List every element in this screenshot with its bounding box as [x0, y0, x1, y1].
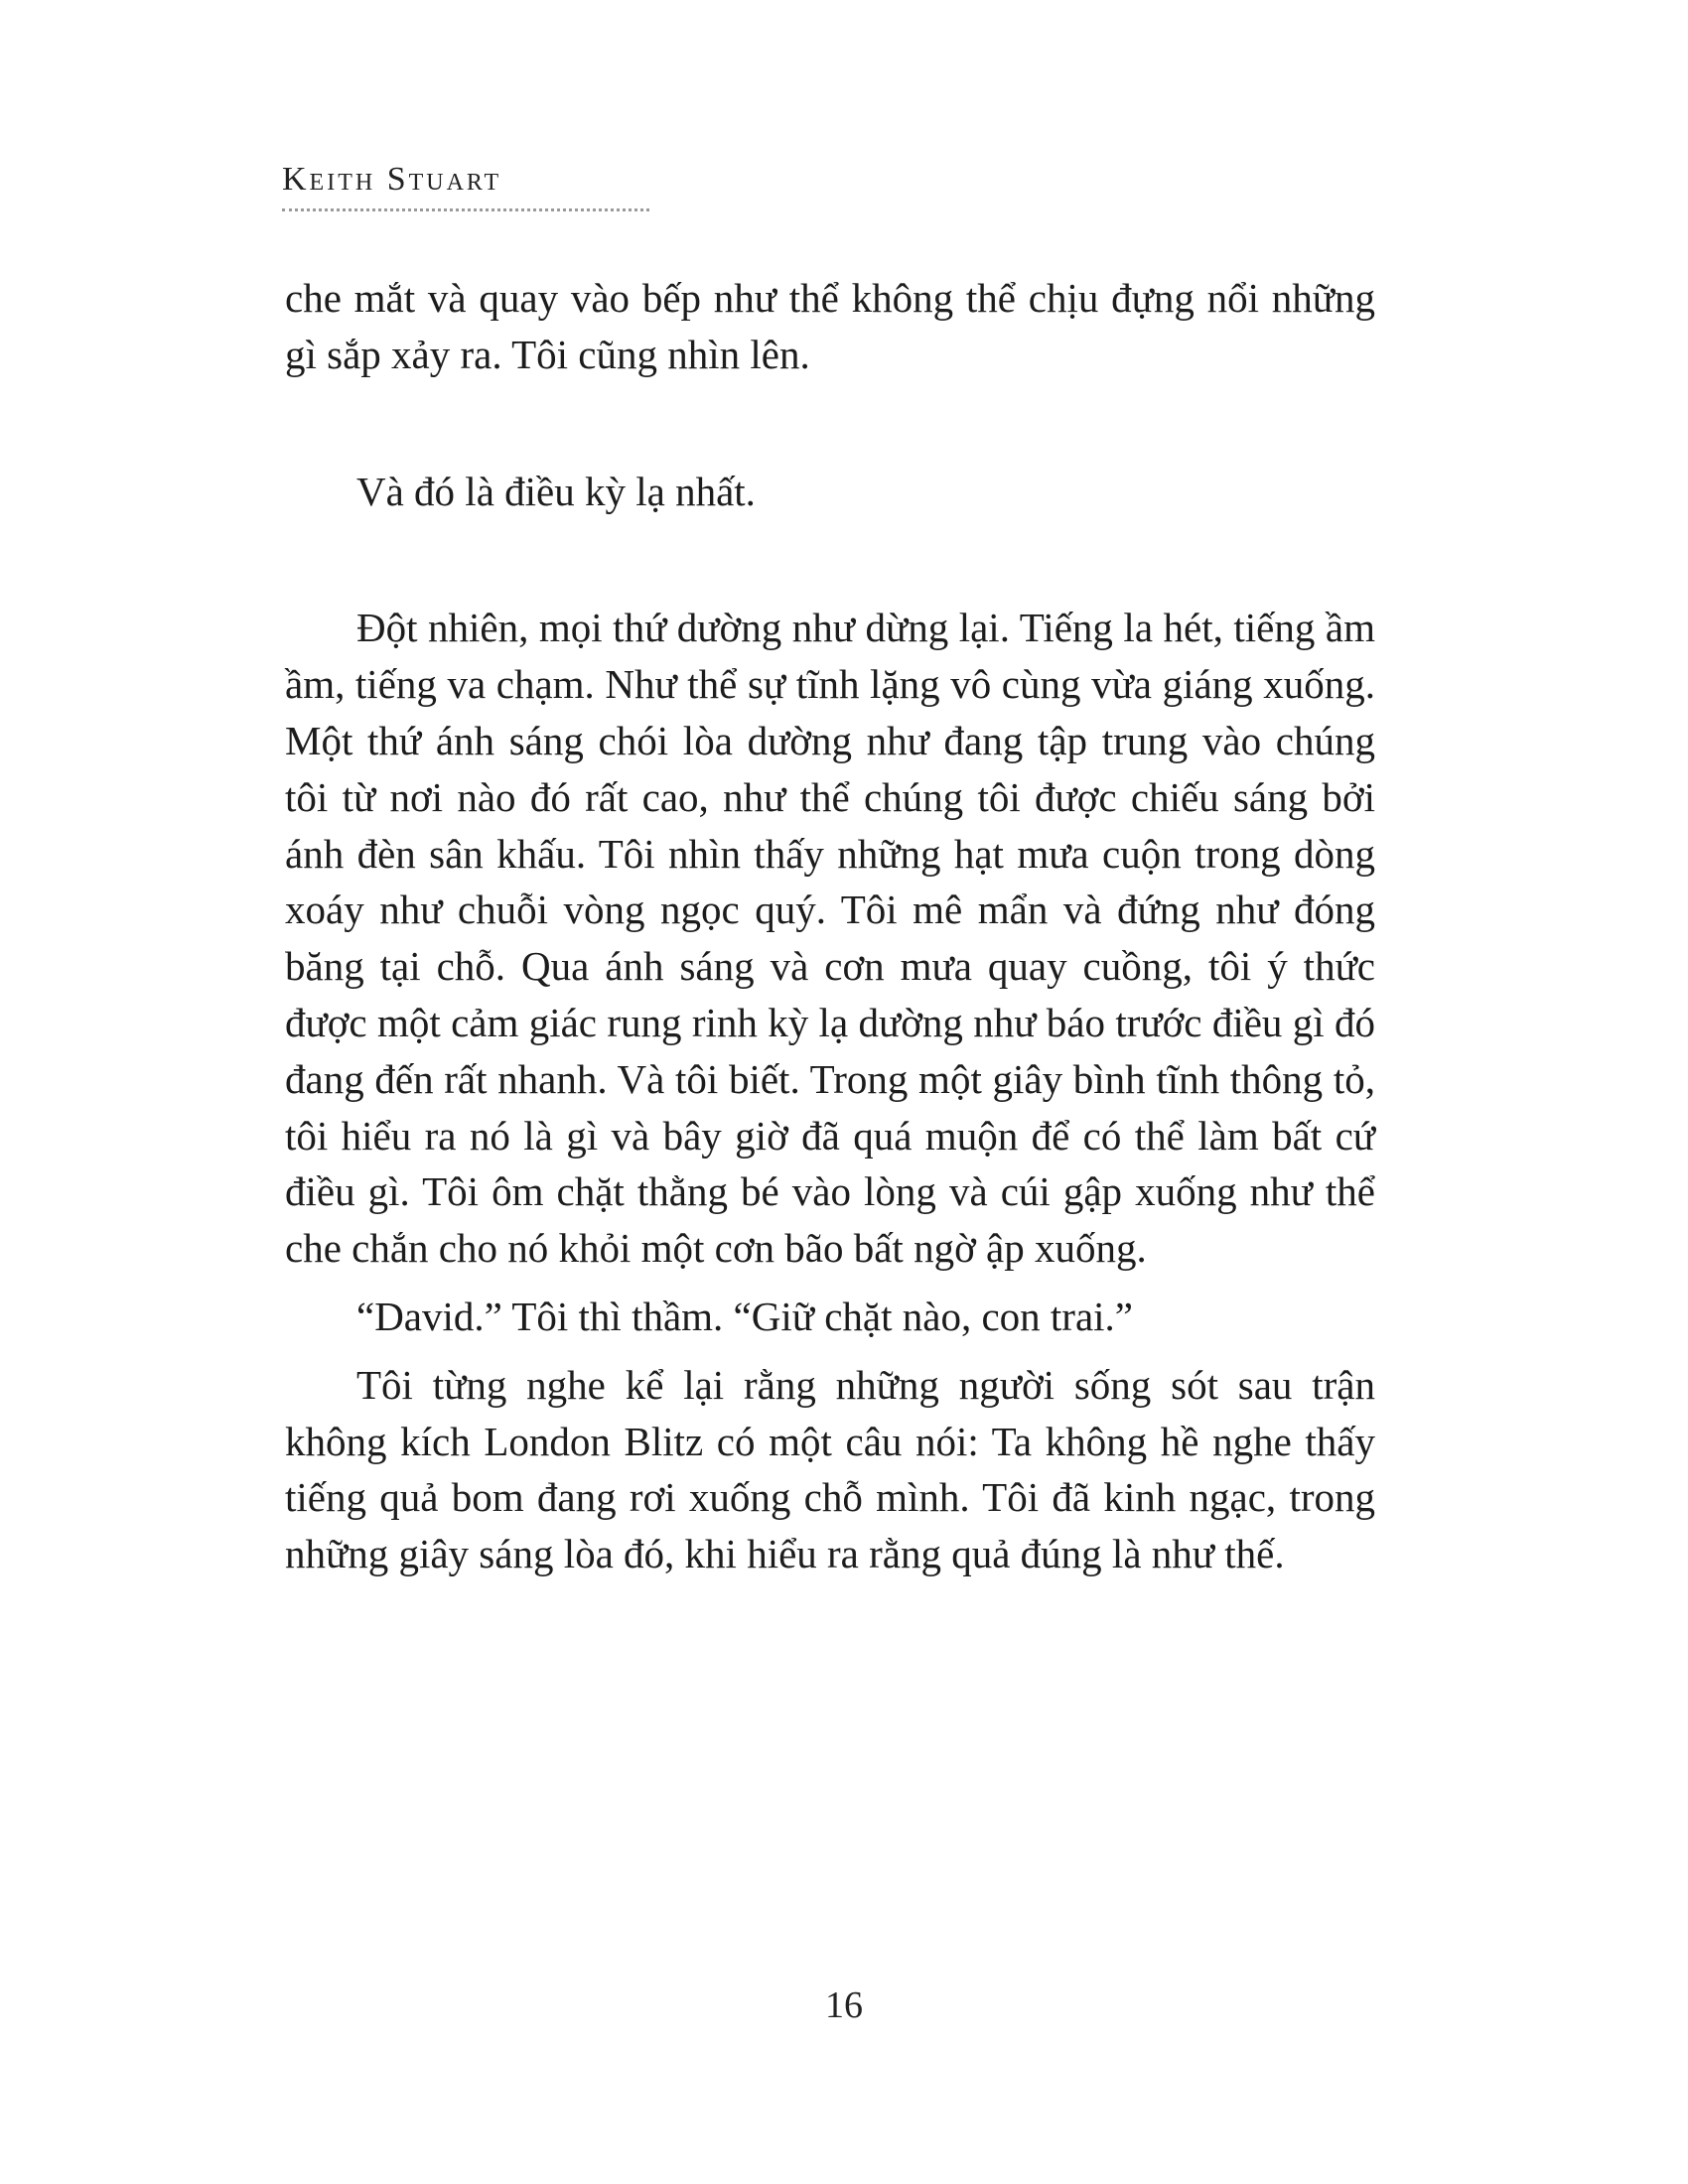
paragraph-main: Đột nhiên, mọi thứ dường như dừng lại. Tiếng la hét, tiếng ầm ầm, tiếng va chạm. Như thể sự tĩnh lặng vô cùng vừa giáng xuống. Một thứ ánh sáng chói lòa dường như đang tập trung vào chúng tôi từ nơi nào đó rất cao, như thể chúng tôi được chiếu sáng bởi ánh đèn sân khấu. Tôi nhìn thấy những hạt mưa cuộn trong dòng xoáy như chuỗi vòng ngọc quý. Tôi mê mẩn và đứng như đóng băng tại chỗ. Qua ánh sáng và cơn mưa quay cuồng, tôi ý thức được một cảm giác rung rinh kỳ lạ dường như báo trước điều gì đó đang đến rất nhanh. Và tôi biết. Trong một giây bình tĩnh thông tỏ, tôi hiểu ra nó là gì và bây giờ đã quá muộn để có thể làm bất cứ điều gì. Tôi ôm chặt thằng bé vào lòng và cúi gập xuống như thể che chắn cho nó khỏi một cơn bão bất ngờ ập xuống.: [285, 605, 1375, 1272]
paragraph-continuation: che mắt và quay vào bếp như thể không thể chịu đựng nổi những gì sắp xảy ra. Tôi cũng nhìn lên.: [285, 275, 1375, 377]
body-text: [285, 270, 1375, 1582]
paragraph-short-line: Và đó là điều kỳ lạ nhất.: [356, 468, 756, 514]
paragraph-dialogue: “David.” Tôi thì thầm. “Giữ chặt nào, con trai.”: [356, 1293, 1133, 1339]
header-dotted-rule: [282, 208, 649, 211]
running-header: [282, 163, 659, 211]
page-number: 16: [825, 1984, 863, 2026]
header-author-name: Keith Stuart: [282, 161, 502, 198]
paragraph-closing: Tôi từng nghe kể lại rằng những người sống sót sau trận không kích London Blitz có một câu nói: Ta không hề nghe thấy tiếng quả bom đang rơi xuống chỗ mình. Tôi đã kinh ngạc, trong những giây sáng lòa đó, khi hiểu ra rằng quả đúng là như thế.: [285, 1361, 1375, 1577]
